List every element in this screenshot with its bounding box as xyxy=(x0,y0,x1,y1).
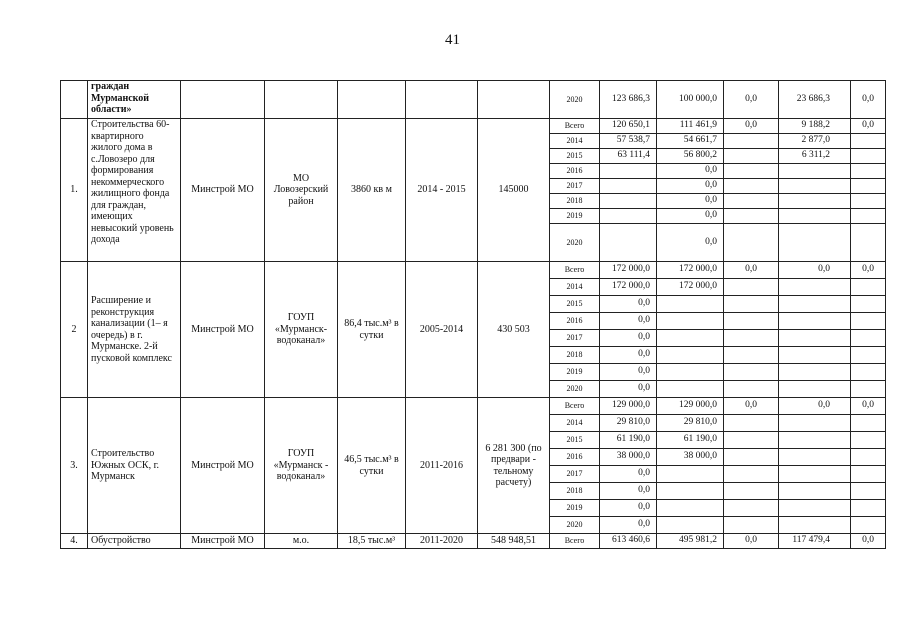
municipal-cell: 9 188,2 xyxy=(779,119,851,134)
regional-cell: 0,0 xyxy=(724,262,779,279)
customer-cell: Минстрой МО xyxy=(181,398,265,534)
total-cell: 613 460,6 xyxy=(600,534,657,549)
row-number-cell xyxy=(61,81,88,119)
municipal-cell: 2 877,0 xyxy=(779,134,851,149)
federal-cell xyxy=(657,364,724,381)
regional-cell xyxy=(724,483,779,500)
other-cell xyxy=(851,164,886,179)
operator-cell: м.о. xyxy=(265,534,338,549)
capacity-cell: 86,4 тыс.м³ в сутки xyxy=(338,262,406,398)
other-cell: 0,0 xyxy=(851,119,886,134)
federal-cell: 29 810,0 xyxy=(657,415,724,432)
other-cell xyxy=(851,500,886,517)
other-cell xyxy=(851,415,886,432)
total-cell: 57 538,7 xyxy=(600,134,657,149)
municipal-cell xyxy=(779,347,851,364)
regional-cell: 0,0 xyxy=(724,534,779,549)
year-cell: 2015 xyxy=(550,432,600,449)
table-row xyxy=(61,262,886,279)
total-cell: 0,0 xyxy=(600,500,657,517)
municipal-cell xyxy=(779,279,851,296)
total-cell: 129 000,0 xyxy=(600,398,657,415)
federal-cell: 61 190,0 xyxy=(657,432,724,449)
row-number-cell: 4. xyxy=(61,534,88,549)
customer-cell: Минстрой МО xyxy=(181,262,265,398)
year-cell: 2020 xyxy=(550,517,600,534)
year-cell: 2015 xyxy=(550,296,600,313)
federal-cell xyxy=(657,483,724,500)
total-cell xyxy=(600,224,657,262)
municipal-cell xyxy=(779,313,851,330)
regional-cell: 0,0 xyxy=(724,119,779,134)
table-row xyxy=(61,119,886,134)
other-cell xyxy=(851,296,886,313)
regional-cell xyxy=(724,500,779,517)
municipal-cell: 0,0 xyxy=(779,398,851,415)
year-cell: 2017 xyxy=(550,179,600,194)
federal-cell: 0,0 xyxy=(657,224,724,262)
customer-cell: Минстрой МО xyxy=(181,119,265,262)
cost-cell: 6 281 300 (по предвари - тельному расчету) xyxy=(478,398,550,534)
federal-cell xyxy=(657,381,724,398)
row-number-cell: 2 xyxy=(61,262,88,398)
other-cell xyxy=(851,134,886,149)
year-cell: 2017 xyxy=(550,330,600,347)
total-cell: 172 000,0 xyxy=(600,279,657,296)
total-cell: 123 686,3 xyxy=(600,81,657,119)
other-cell xyxy=(851,330,886,347)
regional-cell xyxy=(724,313,779,330)
table-row xyxy=(61,398,886,415)
regional-cell xyxy=(724,164,779,179)
project-name-cell: граждан Мурманской области» xyxy=(88,81,181,119)
regional-cell xyxy=(724,209,779,224)
municipal-cell xyxy=(779,517,851,534)
federal-cell xyxy=(657,466,724,483)
other-cell xyxy=(851,381,886,398)
year-cell: 2014 xyxy=(550,415,600,432)
cost-cell: 548 948,51 xyxy=(478,534,550,549)
federal-cell: 129 000,0 xyxy=(657,398,724,415)
cost-cell: 145000 xyxy=(478,119,550,262)
total-cell: 0,0 xyxy=(600,347,657,364)
other-cell xyxy=(851,432,886,449)
municipal-cell xyxy=(779,500,851,517)
year-cell: 2018 xyxy=(550,347,600,364)
investment-projects-table xyxy=(60,80,886,549)
table-body xyxy=(61,81,886,549)
table-row xyxy=(61,534,886,549)
other-cell xyxy=(851,364,886,381)
other-cell: 0,0 xyxy=(851,81,886,119)
municipal-cell xyxy=(779,415,851,432)
federal-cell: 38 000,0 xyxy=(657,449,724,466)
total-cell: 0,0 xyxy=(600,483,657,500)
municipal-cell xyxy=(779,432,851,449)
total-cell: 0,0 xyxy=(600,364,657,381)
year-cell: Всего xyxy=(550,398,600,415)
other-cell xyxy=(851,179,886,194)
municipal-cell xyxy=(779,209,851,224)
year-cell: 2014 xyxy=(550,279,600,296)
project-name-cell: Строительства 60-квартирного жилого дома в с.Ловозеро для формирования некоммерческого жилищного фонда для граждан, имеющих невысокий уровень дохода xyxy=(88,119,181,262)
year-cell: 2019 xyxy=(550,364,600,381)
project-name-cell: Расширение и реконструкция канализации (1– я очередь) в г. Мурманске. 2-й пусковой комплекс xyxy=(88,262,181,398)
cost-cell: 430 503 xyxy=(478,262,550,398)
municipal-cell xyxy=(779,164,851,179)
federal-cell xyxy=(657,330,724,347)
other-cell xyxy=(851,194,886,209)
period-cell: 2011-2016 xyxy=(406,398,478,534)
regional-cell: 0,0 xyxy=(724,81,779,119)
total-cell: 29 810,0 xyxy=(600,415,657,432)
other-cell xyxy=(851,517,886,534)
year-cell: 2019 xyxy=(550,209,600,224)
regional-cell xyxy=(724,415,779,432)
period-cell: 2011-2020 xyxy=(406,534,478,549)
year-cell: 2015 xyxy=(550,149,600,164)
regional-cell xyxy=(724,432,779,449)
other-cell xyxy=(851,279,886,296)
other-cell: 0,0 xyxy=(851,398,886,415)
total-cell: 0,0 xyxy=(600,330,657,347)
regional-cell xyxy=(724,517,779,534)
regional-cell xyxy=(724,466,779,483)
year-cell: 2016 xyxy=(550,164,600,179)
municipal-cell xyxy=(779,330,851,347)
regional-cell xyxy=(724,330,779,347)
federal-cell: 54 661,7 xyxy=(657,134,724,149)
year-cell: Всего xyxy=(550,534,600,549)
total-cell: 0,0 xyxy=(600,296,657,313)
total-cell: 38 000,0 xyxy=(600,449,657,466)
total-cell: 0,0 xyxy=(600,466,657,483)
other-cell xyxy=(851,347,886,364)
total-cell xyxy=(600,164,657,179)
year-cell: 2020 xyxy=(550,81,600,119)
other-cell xyxy=(851,209,886,224)
total-cell xyxy=(600,209,657,224)
municipal-cell xyxy=(779,483,851,500)
total-cell: 0,0 xyxy=(600,381,657,398)
total-cell xyxy=(600,194,657,209)
empty-cell xyxy=(265,81,338,119)
year-cell: 2014 xyxy=(550,134,600,149)
federal-cell: 100 000,0 xyxy=(657,81,724,119)
total-cell: 172 000,0 xyxy=(600,262,657,279)
regional-cell xyxy=(724,381,779,398)
other-cell: 0,0 xyxy=(851,534,886,549)
municipal-cell xyxy=(779,381,851,398)
total-cell: 0,0 xyxy=(600,313,657,330)
regional-cell xyxy=(724,149,779,164)
federal-cell: 172 000,0 xyxy=(657,279,724,296)
total-cell: 61 190,0 xyxy=(600,432,657,449)
federal-cell: 0,0 xyxy=(657,164,724,179)
regional-cell xyxy=(724,296,779,313)
federal-cell: 172 000,0 xyxy=(657,262,724,279)
municipal-cell xyxy=(779,224,851,262)
municipal-cell: 23 686,3 xyxy=(779,81,851,119)
year-cell: Всего xyxy=(550,262,600,279)
federal-cell: 56 800,2 xyxy=(657,149,724,164)
federal-cell xyxy=(657,517,724,534)
municipal-cell xyxy=(779,364,851,381)
regional-cell xyxy=(724,134,779,149)
year-cell: 2018 xyxy=(550,194,600,209)
federal-cell: 111 461,9 xyxy=(657,119,724,134)
total-cell: 63 111,4 xyxy=(600,149,657,164)
municipal-cell: 6 311,2 xyxy=(779,149,851,164)
capacity-cell: 46,5 тыс.м³ в сутки xyxy=(338,398,406,534)
other-cell xyxy=(851,149,886,164)
municipal-cell xyxy=(779,466,851,483)
project-name-cell: Обустройство xyxy=(88,534,181,549)
federal-cell: 0,0 xyxy=(657,179,724,194)
municipal-cell: 117 479,4 xyxy=(779,534,851,549)
capacity-cell: 3860 кв м xyxy=(338,119,406,262)
regional-cell xyxy=(724,179,779,194)
period-cell: 2014 - 2015 xyxy=(406,119,478,262)
regional-cell xyxy=(724,194,779,209)
other-cell xyxy=(851,466,886,483)
municipal-cell xyxy=(779,449,851,466)
federal-cell xyxy=(657,313,724,330)
municipal-cell xyxy=(779,194,851,209)
period-cell: 2005-2014 xyxy=(406,262,478,398)
other-cell xyxy=(851,483,886,500)
empty-cell xyxy=(338,81,406,119)
year-cell: 2017 xyxy=(550,466,600,483)
federal-cell xyxy=(657,500,724,517)
customer-cell: Минстрой МО xyxy=(181,534,265,549)
regional-cell xyxy=(724,449,779,466)
operator-cell: ГОУП «Мурманск-водоканал» xyxy=(265,262,338,398)
year-cell: 2020 xyxy=(550,381,600,398)
page-number: 41 xyxy=(445,32,460,48)
federal-cell: 0,0 xyxy=(657,209,724,224)
regional-cell xyxy=(724,224,779,262)
operator-cell: ГОУП «Мурманск - водоканал» xyxy=(265,398,338,534)
operator-cell: МО Ловозерский район xyxy=(265,119,338,262)
table-row xyxy=(61,81,886,119)
regional-cell xyxy=(724,279,779,296)
total-cell: 0,0 xyxy=(600,517,657,534)
year-cell: Всего xyxy=(550,119,600,134)
other-cell xyxy=(851,224,886,262)
federal-cell: 495 981,2 xyxy=(657,534,724,549)
municipal-cell xyxy=(779,179,851,194)
regional-cell xyxy=(724,347,779,364)
empty-cell xyxy=(406,81,478,119)
empty-cell xyxy=(478,81,550,119)
row-number-cell: 3. xyxy=(61,398,88,534)
empty-cell xyxy=(181,81,265,119)
year-cell: 2020 xyxy=(550,224,600,262)
year-cell: 2018 xyxy=(550,483,600,500)
year-cell: 2016 xyxy=(550,449,600,466)
municipal-cell: 0,0 xyxy=(779,262,851,279)
total-cell: 120 650,1 xyxy=(600,119,657,134)
row-number-cell: 1. xyxy=(61,119,88,262)
federal-cell xyxy=(657,296,724,313)
federal-cell xyxy=(657,347,724,364)
other-cell xyxy=(851,313,886,330)
regional-cell: 0,0 xyxy=(724,398,779,415)
other-cell xyxy=(851,449,886,466)
municipal-cell xyxy=(779,296,851,313)
year-cell: 2016 xyxy=(550,313,600,330)
other-cell: 0,0 xyxy=(851,262,886,279)
regional-cell xyxy=(724,364,779,381)
capacity-cell: 18,5 тыс.м³ xyxy=(338,534,406,549)
year-cell: 2019 xyxy=(550,500,600,517)
total-cell xyxy=(600,179,657,194)
federal-cell: 0,0 xyxy=(657,194,724,209)
project-name-cell: Строительство Южных ОСК, г. Мурманск xyxy=(88,398,181,534)
